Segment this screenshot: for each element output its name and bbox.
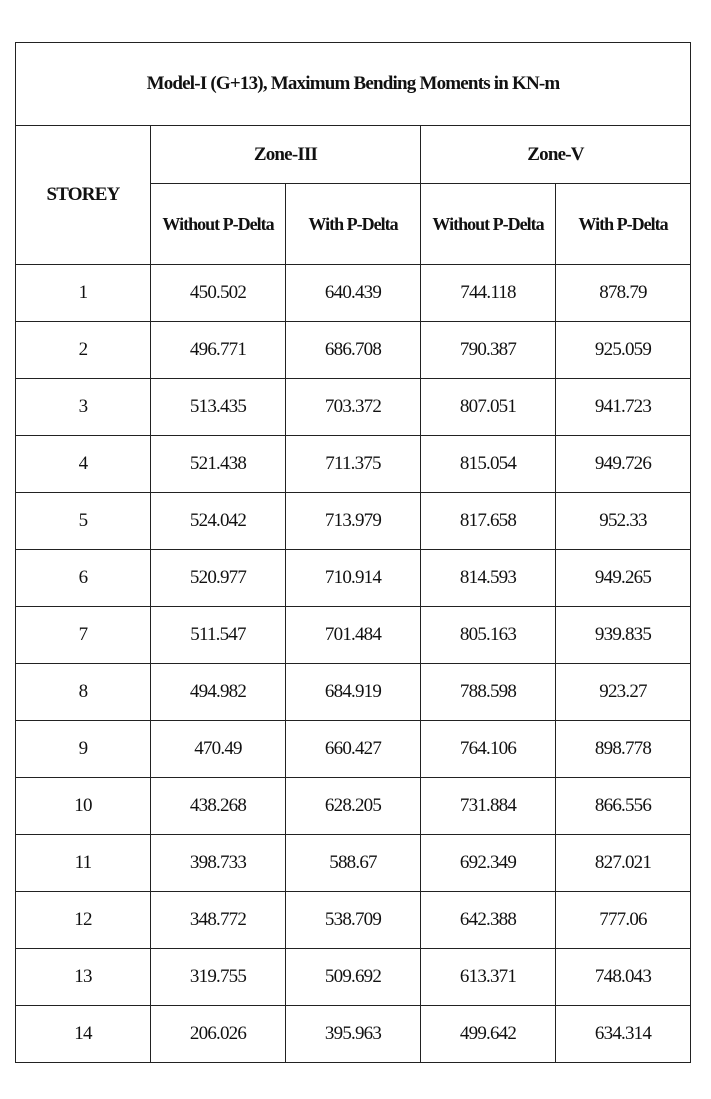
table-row xyxy=(16,892,691,949)
zone-v-without-pdelta-header: Without P-Delta xyxy=(421,184,556,265)
zone-iii-with-pdelta-cell: 660.427 xyxy=(286,721,421,778)
zone-iii-without-pdelta-cell: 494.982 xyxy=(151,664,286,721)
storey-cell: 8 xyxy=(16,664,151,721)
zone-v-without-pdelta-cell: 642.388 xyxy=(421,892,556,949)
zone-iii-with-pdelta-cell: 395.963 xyxy=(286,1006,421,1063)
zone-v-without-pdelta-cell: 817.658 xyxy=(421,493,556,550)
zone-v-with-pdelta-cell: 634.314 xyxy=(556,1006,691,1063)
zone-v-with-pdelta-cell: 827.021 xyxy=(556,835,691,892)
zone-iii-with-pdelta-cell: 711.375 xyxy=(286,436,421,493)
zone-iii-without-pdelta-cell: 206.026 xyxy=(151,1006,286,1063)
zone-iii-with-pdelta-cell: 701.484 xyxy=(286,607,421,664)
zone-iii-with-pdelta-cell: 628.205 xyxy=(286,778,421,835)
storey-cell: 1 xyxy=(16,265,151,322)
table-row xyxy=(16,265,691,322)
table-row xyxy=(16,436,691,493)
zone-v-with-pdelta-cell: 939.835 xyxy=(556,607,691,664)
zone-iii-with-pdelta-cell: 588.67 xyxy=(286,835,421,892)
zone-v-without-pdelta-cell: 814.593 xyxy=(421,550,556,607)
table-row xyxy=(16,550,691,607)
zone-header-row xyxy=(16,126,691,184)
zone-v-with-pdelta-cell: 925.059 xyxy=(556,322,691,379)
table-row xyxy=(16,493,691,550)
zone-v-without-pdelta-cell: 613.371 xyxy=(421,949,556,1006)
storey-cell: 10 xyxy=(16,778,151,835)
storey-cell: 13 xyxy=(16,949,151,1006)
zone-v-without-pdelta-cell: 692.349 xyxy=(421,835,556,892)
zone-iii-with-pdelta-header: With P-Delta xyxy=(286,184,421,265)
storey-cell: 9 xyxy=(16,721,151,778)
zone-v-with-pdelta-cell: 777.06 xyxy=(556,892,691,949)
zone-v-without-pdelta-cell: 788.598 xyxy=(421,664,556,721)
table-row xyxy=(16,721,691,778)
storey-cell: 3 xyxy=(16,379,151,436)
table-row xyxy=(16,322,691,379)
table-body xyxy=(16,265,691,1063)
zone-iii-without-pdelta-cell: 521.438 xyxy=(151,436,286,493)
table-row xyxy=(16,379,691,436)
zone-v-with-pdelta-header: With P-Delta xyxy=(556,184,691,265)
zone-v-with-pdelta-cell: 949.265 xyxy=(556,550,691,607)
zone-v-with-pdelta-cell: 748.043 xyxy=(556,949,691,1006)
table-row xyxy=(16,607,691,664)
zone-v-with-pdelta-cell: 878.79 xyxy=(556,265,691,322)
zone-v-without-pdelta-cell: 790.387 xyxy=(421,322,556,379)
table-title: Model-I (G+13), Maximum Bending Moments in KN-m xyxy=(16,43,691,126)
zone-iii-without-pdelta-cell: 496.771 xyxy=(151,322,286,379)
storey-cell: 6 xyxy=(16,550,151,607)
bending-moment-table-container xyxy=(15,42,690,1063)
zone-iii-with-pdelta-cell: 713.979 xyxy=(286,493,421,550)
zone-iii-without-pdelta-cell: 450.502 xyxy=(151,265,286,322)
storey-cell: 12 xyxy=(16,892,151,949)
zone-iii-without-pdelta-cell: 520.977 xyxy=(151,550,286,607)
zone-iii-without-pdelta-cell: 511.547 xyxy=(151,607,286,664)
zone-v-with-pdelta-cell: 941.723 xyxy=(556,379,691,436)
storey-cell: 14 xyxy=(16,1006,151,1063)
zone-v-without-pdelta-cell: 815.054 xyxy=(421,436,556,493)
zone-iii-with-pdelta-cell: 710.914 xyxy=(286,550,421,607)
storey-header: STOREY xyxy=(16,126,151,265)
zone-v-without-pdelta-cell: 764.106 xyxy=(421,721,556,778)
storey-cell: 2 xyxy=(16,322,151,379)
zone-v-with-pdelta-cell: 923.27 xyxy=(556,664,691,721)
bending-moment-table xyxy=(15,42,691,1063)
zone-iii-with-pdelta-cell: 686.708 xyxy=(286,322,421,379)
storey-cell: 11 xyxy=(16,835,151,892)
zone-iii-without-pdelta-cell: 319.755 xyxy=(151,949,286,1006)
zone-iii-without-pdelta-cell: 470.49 xyxy=(151,721,286,778)
storey-cell: 4 xyxy=(16,436,151,493)
zone-v-header: Zone-V xyxy=(421,126,691,184)
zone-v-without-pdelta-cell: 807.051 xyxy=(421,379,556,436)
storey-cell: 5 xyxy=(16,493,151,550)
zone-iii-without-pdelta-cell: 524.042 xyxy=(151,493,286,550)
zone-v-with-pdelta-cell: 949.726 xyxy=(556,436,691,493)
zone-iii-with-pdelta-cell: 509.692 xyxy=(286,949,421,1006)
zone-iii-without-pdelta-cell: 398.733 xyxy=(151,835,286,892)
zone-iii-with-pdelta-cell: 703.372 xyxy=(286,379,421,436)
storey-cell: 7 xyxy=(16,607,151,664)
table-row xyxy=(16,1006,691,1063)
zone-iii-with-pdelta-cell: 538.709 xyxy=(286,892,421,949)
zone-iii-without-pdelta-cell: 348.772 xyxy=(151,892,286,949)
zone-v-with-pdelta-cell: 952.33 xyxy=(556,493,691,550)
zone-iii-with-pdelta-cell: 684.919 xyxy=(286,664,421,721)
table-row xyxy=(16,949,691,1006)
zone-v-without-pdelta-cell: 499.642 xyxy=(421,1006,556,1063)
zone-v-with-pdelta-cell: 866.556 xyxy=(556,778,691,835)
zone-v-without-pdelta-cell: 744.118 xyxy=(421,265,556,322)
table-row xyxy=(16,664,691,721)
title-row xyxy=(16,43,691,126)
zone-iii-with-pdelta-cell: 640.439 xyxy=(286,265,421,322)
table-row xyxy=(16,778,691,835)
zone-iii-header: Zone-III xyxy=(151,126,421,184)
zone-v-with-pdelta-cell: 898.778 xyxy=(556,721,691,778)
zone-v-without-pdelta-cell: 731.884 xyxy=(421,778,556,835)
zone-iii-without-pdelta-header: Without P-Delta xyxy=(151,184,286,265)
table-row xyxy=(16,835,691,892)
zone-iii-without-pdelta-cell: 513.435 xyxy=(151,379,286,436)
zone-v-without-pdelta-cell: 805.163 xyxy=(421,607,556,664)
zone-iii-without-pdelta-cell: 438.268 xyxy=(151,778,286,835)
